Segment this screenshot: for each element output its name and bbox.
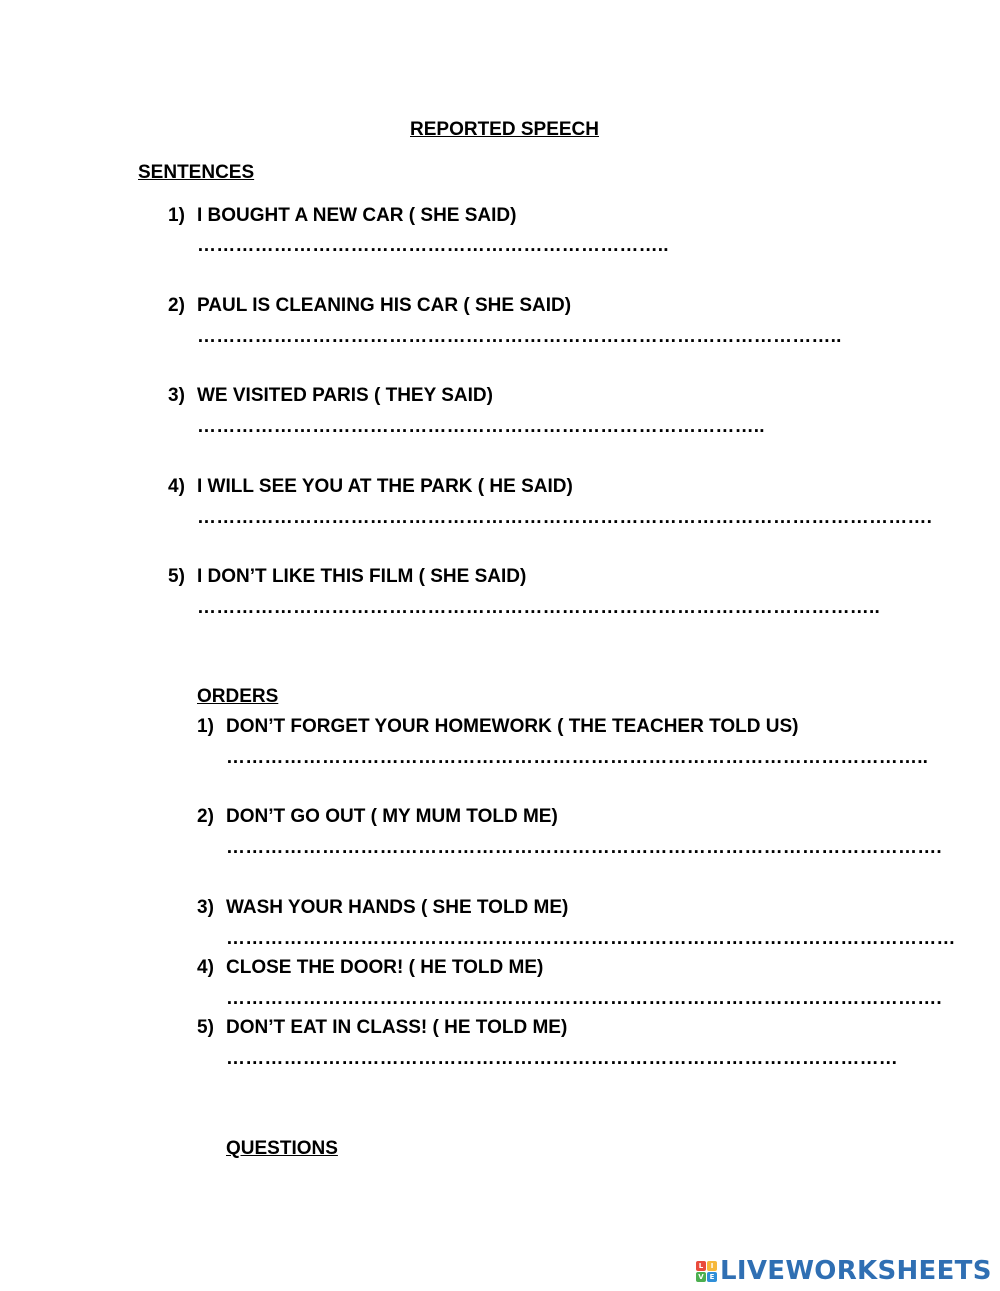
sentence-item-1: [168, 204, 516, 228]
order-item-4: [197, 956, 543, 980]
item-number: 2): [168, 295, 185, 316]
section-heading-orders: ORDERS: [197, 686, 279, 707]
answer-blank[interactable]: ……………………………………………………………………………………………: [226, 1048, 898, 1069]
sentence-item-4: [168, 475, 573, 499]
answer-blank[interactable]: ……………………………………………………………………………………………..: [197, 597, 880, 618]
item-prompt: I BOUGHT A NEW CAR ( SHE SAID): [197, 205, 517, 226]
item-number: 2): [197, 806, 214, 827]
item-prompt: CLOSE THE DOOR! ( HE TOLD ME): [226, 957, 544, 978]
item-prompt: I DON’T LIKE THIS FILM ( SHE SAID): [197, 566, 527, 587]
answer-blank[interactable]: ………………………………………………………………………………………………….: [226, 837, 942, 858]
order-item-5: [197, 1016, 567, 1040]
item-prompt: PAUL IS CLEANING HIS CAR ( SHE SAID): [197, 295, 572, 316]
logo-icon-tile: E: [707, 1272, 717, 1282]
answer-blank[interactable]: ………………………………………………………………………………………..: [197, 326, 842, 347]
item-prompt: DON’T FORGET YOUR HOMEWORK ( THE TEACHER TOLD US): [226, 716, 799, 737]
answer-blank[interactable]: ……………………………………………………………………………………………………: [226, 928, 956, 949]
item-number: 3): [168, 385, 185, 406]
item-number: 5): [168, 566, 185, 587]
item-number: 1): [168, 205, 185, 226]
item-number: 4): [168, 476, 185, 497]
logo-icon-tile: L: [696, 1261, 706, 1271]
order-item-3: [197, 896, 568, 920]
liveworksheets-logo-text: LIVEWORKSHEETS: [720, 1256, 992, 1286]
answer-blank[interactable]: …………………………………………………………………………………………………….: [197, 507, 933, 528]
item-prompt: I WILL SEE YOU AT THE PARK ( HE SAID): [197, 476, 573, 497]
sentence-item-2: [168, 294, 571, 318]
section-heading-questions: QUESTIONS: [226, 1138, 338, 1159]
sentence-item-5: [168, 565, 526, 589]
logo-icon-tile: V: [696, 1272, 706, 1282]
order-item-2: [197, 805, 558, 829]
liveworksheets-logo-icon: [696, 1261, 717, 1282]
item-prompt: WE VISITED PARIS ( THEY SAID): [197, 385, 493, 406]
item-prompt: WASH YOUR HANDS ( SHE TOLD ME): [226, 897, 569, 918]
item-number: 4): [197, 957, 214, 978]
answer-blank[interactable]: ………………………………………………………………..: [197, 235, 669, 256]
section-heading-sentences: SENTENCES: [138, 162, 255, 183]
page-title: REPORTED SPEECH: [410, 119, 599, 140]
answer-blank[interactable]: ………………………………………………………………………………………………..: [226, 747, 929, 768]
item-number: 3): [197, 897, 214, 918]
item-number: 5): [197, 1017, 214, 1038]
liveworksheets-logo: [696, 1254, 992, 1288]
answer-blank[interactable]: ……………………………………………………………………………..: [197, 416, 765, 437]
order-item-1: [197, 715, 798, 739]
item-number: 1): [197, 716, 214, 737]
item-prompt: DON’T GO OUT ( MY MUM TOLD ME): [226, 806, 558, 827]
logo-icon-tile: I: [707, 1261, 717, 1271]
item-prompt: DON’T EAT IN CLASS! ( HE TOLD ME): [226, 1017, 568, 1038]
sentence-item-3: [168, 384, 493, 408]
answer-blank[interactable]: ………………………………………………………………………………………………….: [226, 988, 942, 1009]
